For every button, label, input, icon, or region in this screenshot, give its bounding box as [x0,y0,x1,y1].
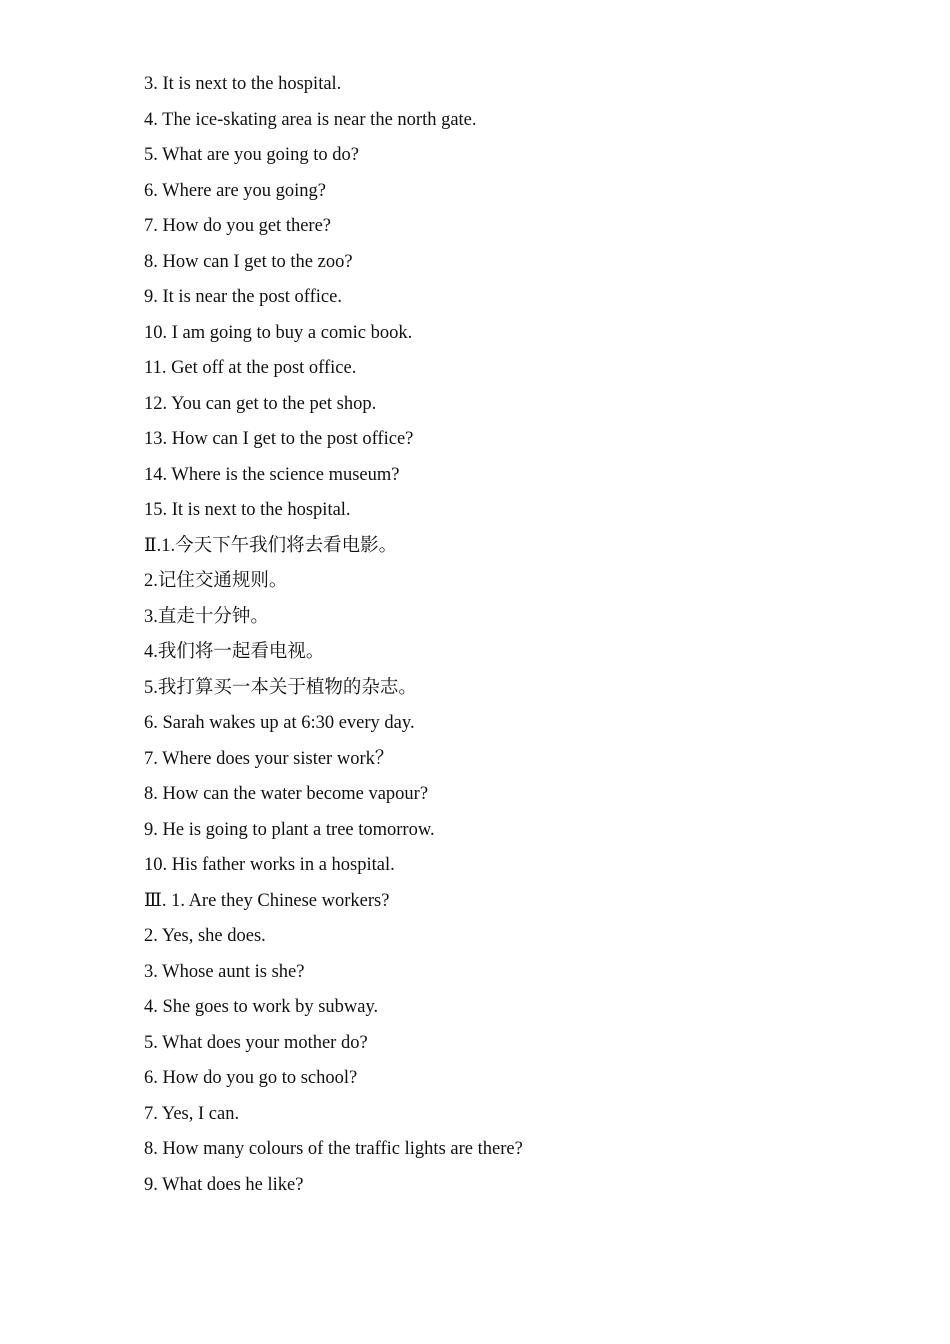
answer-line: 2. Yes, she does. [144,926,266,946]
answer-line: 8. How can I get to the zoo? [144,251,353,272]
answer-line: 7. Where does your sister work？ [144,748,394,769]
section-iii-line: Ⅲ. 1. Are they Chinese workers? [144,890,390,911]
answer-line: 6. Sarah wakes up at 6:30 every day. [144,713,415,733]
answer-list [144,67,523,1203]
answer-line: 7. How do you get there? [144,216,332,236]
answer-line: 10. I am going to buy a comic book. [144,322,413,343]
answer-line: 13. How can I get to the post office? [144,429,414,449]
answer-line: 8. How many colours of the traffic lights are there? [144,1139,523,1159]
section-ii-line: Ⅱ.1.今天下午我们将去看电影。 [144,535,398,556]
answer-line: 3. Whose aunt is she? [144,961,305,982]
answer-line: 5. What does your mother do? [144,1032,368,1053]
answer-line: 15. It is next to the hospital. [144,500,351,520]
answer-line: 6. How do you go to school? [144,1068,358,1088]
answer-line: 12. You can get to the pet shop. [144,393,377,414]
answer-line: 3. It is next to the hospital. [144,74,342,94]
answer-line: 8. How can the water become vapour? [144,784,429,804]
answer-line: 9. It is near the post office. [144,287,342,307]
answer-line: 3.直走十分钟。 [144,606,269,627]
answer-line: 10. His father works in a hospital. [144,855,395,875]
answer-line: 7. Yes, I can. [144,1103,240,1124]
answer-line: 5. What are you going to do? [144,145,359,165]
answer-line: 5.我打算买一本关于植物的杂志。 [144,677,417,698]
answer-line: 11. Get off at the post office. [144,358,357,378]
answer-line: 9. He is going to plant a tree tomorrow. [144,819,435,840]
answer-line: 9. What does he like? [144,1174,304,1195]
answer-line: 4.我们将一起看电视。 [144,642,325,662]
answer-line: 4. She goes to work by subway. [144,997,379,1017]
answer-line: 6. Where are you going? [144,180,327,201]
answer-line: 14. Where is the science museum? [144,464,400,485]
answer-line: 4. The ice-skating area is near the north gate. [144,109,477,130]
answer-line: 2.记住交通规则。 [144,571,288,591]
